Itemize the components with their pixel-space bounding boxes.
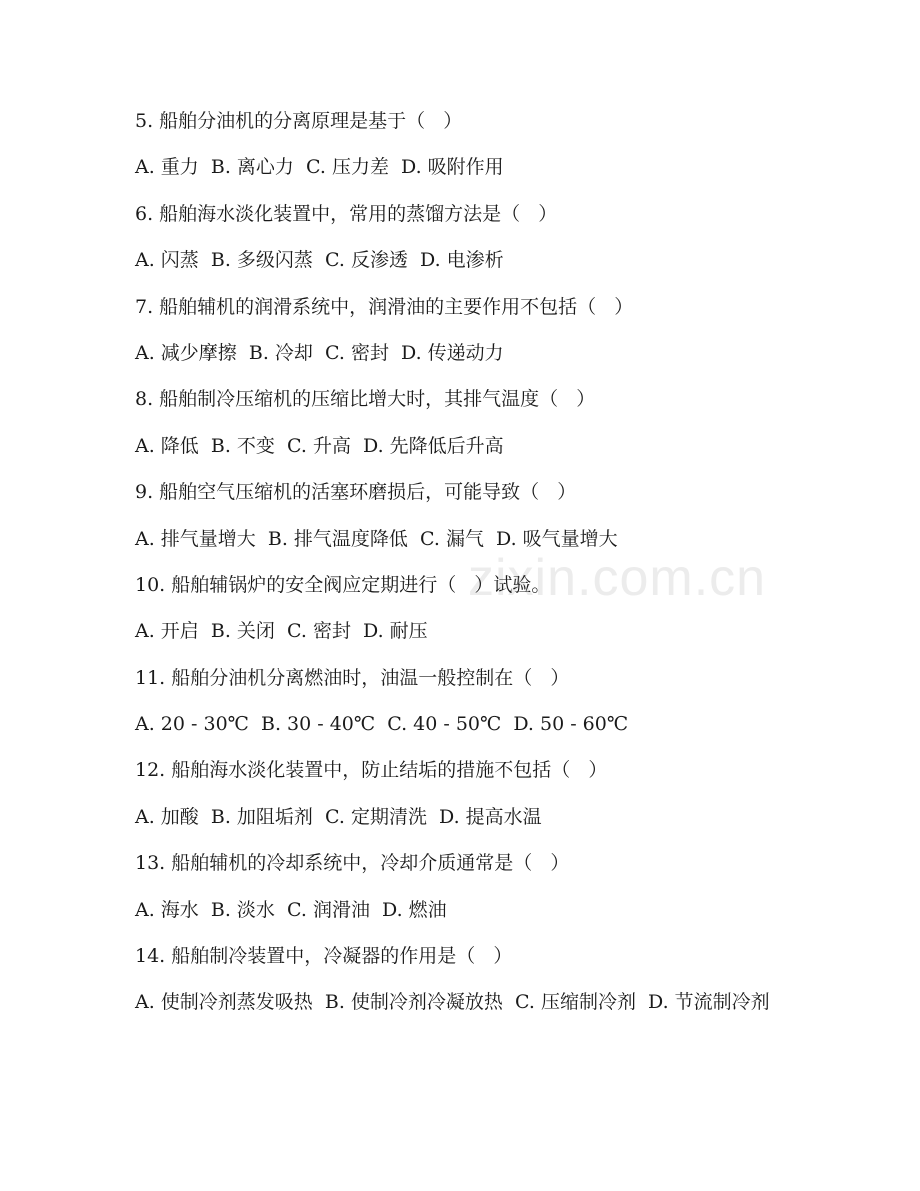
question-list [135,106,775,1034]
options-6: A. 闪蒸 B. 多级闪蒸 C. 反渗透 D. 电渗析 [135,249,504,272]
options-11: A. 20 - 30℃ B. 30 - 40℃ C. 40 - 50℃ D. 50 - 60℃ [135,713,629,736]
question-12: 12. 船舶海水淡化装置中，防止结垢的措施不包括（ ） [135,759,608,782]
question-6: 6. 船舶海水淡化装置中，常用的蒸馏方法是（ ） [135,202,558,225]
question-14: 14. 船舶制冷装置中，冷凝器的作用是（ ） [135,945,513,968]
question-10: 10. 船舶辅锅炉的安全阀应定期进行（ ）试验。 [135,573,551,596]
options-8: A. 降低 B. 不变 C. 升高 D. 先降低后升高 [135,434,504,457]
options-12: A. 加酸 B. 加阻垢剂 C. 定期清洗 D. 提高水温 [135,805,542,828]
options-7: A. 减少摩擦 B. 冷却 C. 密封 D. 传递动力 [135,341,504,364]
options-14: A. 使制冷剂蒸发吸热 B. 使制冷剂冷凝放热 C. 压缩制冷剂 D. 节流制冷剂 [135,991,770,1014]
watermark: zixin.com.cn [468,549,767,607]
options-9: A. 排气量增大 B. 排气温度降低 C. 漏气 D. 吸气量增大 [135,527,618,550]
options-5: A. 重力 B. 离心力 C. 压力差 D. 吸附作用 [135,156,504,179]
question-8: 8. 船舶制冷压缩机的压缩比增大时，其排气温度（ ） [135,388,596,411]
question-9: 9. 船舶空气压缩机的活塞环磨损后，可能导致（ ） [135,481,577,504]
question-13: 13. 船舶辅机的冷却系统中，冷却介质通常是（ ） [135,852,570,875]
question-7: 7. 船舶辅机的润滑系统中，润滑油的主要作用不包括（ ） [135,295,634,318]
options-13: A. 海水 B. 淡水 C. 润滑油 D. 燃油 [135,898,447,921]
options-10: A. 开启 B. 关闭 C. 密封 D. 耐压 [135,620,428,643]
question-5: 5. 船舶分油机的分离原理是基于（ ） [135,110,463,132]
question-11: 11. 船舶分油机分离燃油时，油温一般控制在（ ） [135,666,570,689]
